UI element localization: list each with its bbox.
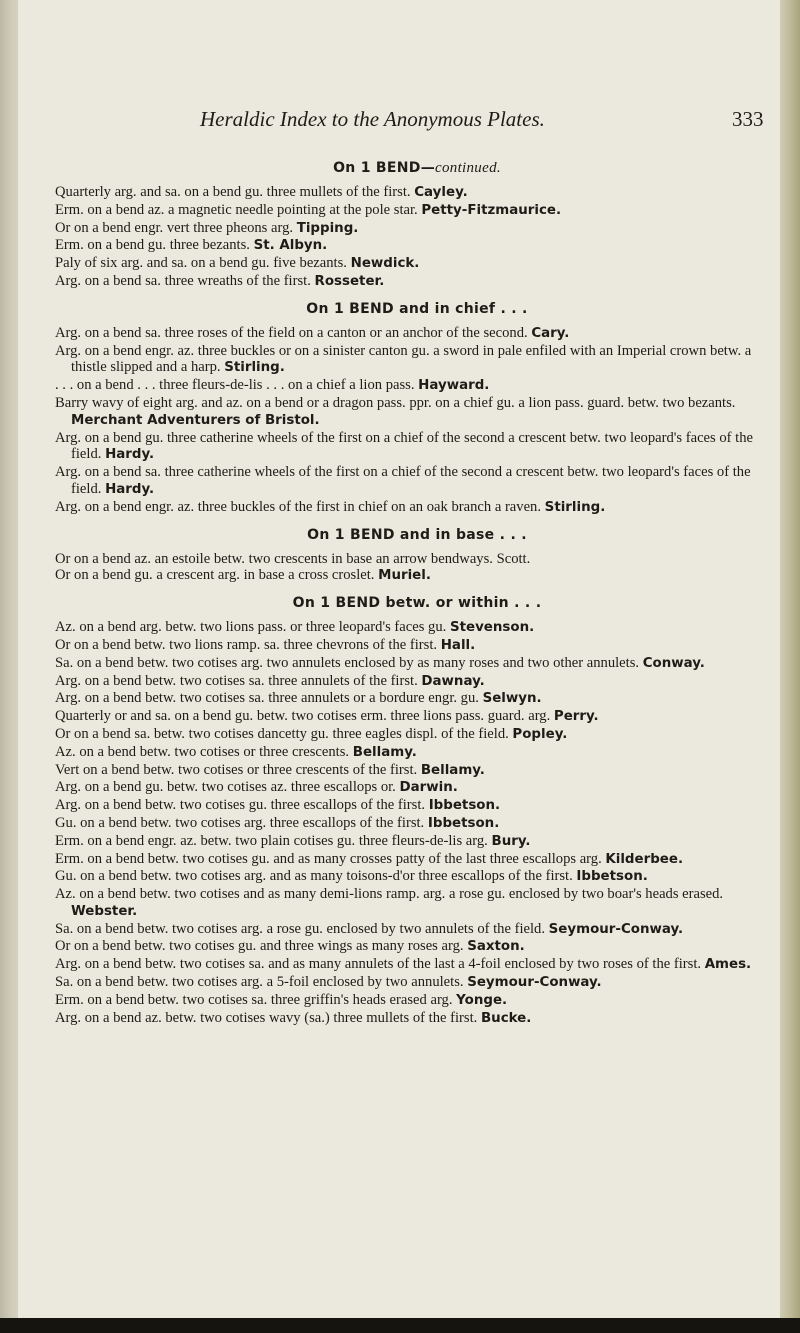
blazon-text: Arg. on a bend az. betw. two cotises wavy (sa.) three mullets of the first. [55, 1009, 478, 1026]
section-heading [55, 299, 779, 319]
owner-name: Ibbetson. [427, 815, 500, 831]
blazon-text: Erm. on a bend az. a magnetic needle pointing at the pole star. [55, 201, 418, 218]
blazon-text: Arg. on a bend sa. three catherine wheels of the first on a chief of the second a crescent betw. two leopard's faces of the field. [55, 464, 751, 497]
blazon-text: Gu. on a bend betw. two cotises arg. and as many toisons-d'or three escallops of the first. [55, 868, 573, 885]
blazon-text: Or on a bend betw. two lions ramp. sa. three chevrons of the first. [55, 636, 438, 653]
owner-name: St. Albyn. [253, 238, 328, 254]
blazon-text: Arg. on a bend betw. two cotises gu. three escallops of the first. [55, 797, 426, 814]
blazon-text: Arg. on a bend sa. three wreaths of the first. [55, 272, 311, 289]
index-entry [55, 868, 779, 886]
index-entry [55, 377, 779, 395]
index-entry [55, 619, 779, 637]
index-entry [55, 464, 779, 499]
running-head-title: Heraldic Index to the Anonymous Plates. [200, 107, 545, 131]
section-heading-text: On 1 BEND betw. or within . . . [292, 595, 542, 612]
owner-name: Perry. [553, 709, 599, 725]
index-section [55, 158, 779, 291]
owner-name: Bellamy. [352, 744, 417, 760]
running-head [200, 107, 780, 137]
index-entry [55, 1010, 779, 1028]
blazon-text: Erm. on a bend betw. two cotises gu. and as many crosses patty of the last three escallops arg. [55, 850, 602, 867]
blazon-text: Barry wavy of eight arg. and az. on a bend or a dragon pass. ppr. on a chief gu. a lion pass. guard. betw. two bezants. [55, 394, 736, 411]
index-entry [55, 708, 779, 726]
blazon-text: Erm. on a bend betw. two cotises sa. three griffin's heads erased arg. [55, 991, 453, 1008]
index-entry [55, 762, 779, 780]
index-entry [55, 637, 779, 655]
index-entry [55, 938, 779, 956]
blazon-text: Or on a bend betw. two cotises gu. and three wings as many roses arg. [55, 938, 464, 955]
owner-name: Saxton. [467, 939, 525, 955]
index-entry [55, 974, 779, 992]
index-section [55, 299, 779, 517]
index-entry [55, 255, 779, 273]
blazon-text: Arg. on a bend betw. two cotises sa. and as many annulets of the last a 4-foil enclosed by two roses of the first. [55, 956, 702, 973]
blazon-text: Arg. on a bend engr. az. three buckles of the first in chief on an oak branch a raven. [55, 498, 542, 515]
section-heading-text: On 1 BEND and in chief . . . [306, 300, 528, 317]
owner-name: Rosseter. [314, 273, 385, 289]
section-heading-text: On 1 BEND— [333, 160, 436, 176]
index-entry [55, 430, 779, 465]
index-entry [55, 726, 779, 744]
owner-name: Merchant Adventurers of Bristol. [71, 412, 320, 428]
index-entry [55, 886, 779, 921]
owner-name: Newdick. [350, 256, 420, 272]
blazon-text: Sa. on a bend betw. two cotises arg. a 5-foil enclosed by two annulets. [55, 974, 464, 991]
index-entry [55, 220, 779, 238]
index-entry [55, 673, 779, 691]
owner-name: Seymour-Conway. [548, 921, 684, 937]
owner-name: Bury. [491, 833, 531, 849]
blazon-text: . . . on a bend . . . three fleurs-de-lis . . . on a chief a lion pass. [55, 377, 415, 394]
owner-name: Tipping. [296, 220, 359, 236]
index-entry [55, 655, 779, 673]
owner-name: Bellamy. [420, 762, 485, 778]
section-heading [55, 158, 779, 178]
blazon-text: Gu. on a bend betw. two cotises arg. three escallops of the first. [55, 814, 425, 831]
index-entry [55, 567, 779, 585]
owner-name: Muriel. [378, 568, 431, 584]
owner-name: Ibbetson. [428, 798, 501, 814]
owner-name: Hardy. [105, 481, 155, 497]
owner-name: Bucke. [480, 1010, 532, 1026]
index-entry [55, 779, 779, 797]
index-entry [55, 237, 779, 255]
index-section [55, 525, 779, 586]
owner-name: Petty-Fitzmaurice. [421, 202, 562, 218]
blazon-text: Or on a bend sa. betw. two cotises dancetty gu. three eagles displ. of the field. [55, 725, 509, 742]
owner-name: Ames. [704, 957, 752, 973]
owner-name: Seymour-Conway. [467, 975, 602, 991]
owner-name: Stirling. [224, 360, 285, 376]
index-entry [55, 202, 779, 220]
owner-name: Yonge. [456, 992, 508, 1008]
scan-border-bottom [0, 1318, 800, 1333]
index-entry [55, 851, 779, 869]
index-content [55, 158, 779, 1027]
owner-name: Selwyn. [482, 691, 542, 707]
page-number: 333 [732, 107, 764, 131]
blazon-text: Arg. on a bend betw. two cotises sa. three annulets of the first. [55, 672, 418, 689]
owner-name: Hall. [440, 637, 476, 653]
owner-name: Conway. [642, 655, 705, 671]
owner-name: Hayward. [418, 378, 490, 394]
owner-name: Ibbetson. [576, 869, 648, 885]
index-entry [55, 343, 779, 378]
index-entry [55, 551, 779, 568]
blazon-text: Az. on a bend betw. two cotises or three crescents. [55, 743, 350, 760]
section-heading-text: On 1 BEND and in base . . . [307, 526, 527, 543]
owner-name: Stirling. [544, 499, 606, 515]
index-entry [55, 921, 779, 939]
index-entry [55, 833, 779, 851]
index-entry [55, 744, 779, 762]
owner-name: Popley. [512, 726, 568, 742]
index-section [55, 593, 779, 1027]
owner-name: Cary. [531, 325, 570, 341]
blazon-text: Paly of six arg. and sa. on a bend gu. five bezants. [55, 255, 347, 272]
section-heading [55, 593, 779, 613]
section-heading [55, 525, 779, 545]
blazon-text: Arg. on a bend betw. two cotises sa. three annulets or a bordure engr. gu. [55, 690, 479, 707]
blazon-text: Or on a bend az. an estoile betw. two crescents in base an arrow bendways. [55, 550, 493, 567]
blazon-text: Arg. on a bend gu. betw. two cotises az. three escallops or. [55, 779, 396, 796]
blazon-text: Arg. on a bend engr. az. three buckles or on a sinister canton gu. a sword in pale enfiled with an Imperial crown betw. a thistle slipped and a harp. [55, 342, 752, 376]
blazon-text: Or on a bend gu. a crescent arg. in base a cross croslet. [55, 567, 375, 584]
blazon-text: Or on a bend engr. vert three pheons arg. [55, 219, 294, 236]
index-entry [55, 184, 779, 202]
index-entry [55, 956, 779, 974]
index-entry [55, 273, 779, 291]
owner-name: Kilderbee. [605, 851, 684, 867]
index-entry [55, 395, 779, 430]
section-heading-continued: continued. [435, 160, 501, 176]
index-entry [55, 797, 779, 815]
owner-name: Dawnay. [421, 673, 485, 689]
owner-name: Cayley. [414, 185, 468, 200]
blazon-text: Az. on a bend arg. betw. two lions pass. or three leopard's faces gu. [55, 619, 447, 636]
blazon-text: Vert on a bend betw. two cotises or three crescents of the first. [55, 761, 418, 778]
blazon-text: Az. on a bend betw. two cotises and as many demi-lions ramp. arg. a rose gu. enclosed by two boar's heads erased. [55, 886, 724, 903]
blazon-text: Erm. on a bend gu. three bezants. [55, 237, 250, 254]
owner-name: Stevenson. [449, 620, 535, 636]
page-edge-right [780, 0, 800, 1333]
blazon-text: Arg. on a bend gu. three catherine wheels of the first on a chief of the second a crescent betw. two leopard's faces of the field. [55, 429, 753, 463]
index-entry [55, 690, 779, 708]
blazon-text: Sa. on a bend betw. two cotises arg. two annulets enclosed by as many roses and two other annulets. [55, 654, 640, 671]
owner-name: Scott. [496, 550, 531, 567]
owner-name: Webster. [71, 903, 138, 919]
owner-name: Darwin. [399, 780, 458, 796]
owner-name: Hardy. [105, 447, 155, 463]
blazon-text: Quarterly or and sa. on a bend gu. betw. two cotises erm. three lions pass. guard. arg. [55, 708, 551, 725]
index-entry [55, 325, 779, 343]
blazon-text: Quarterly arg. and sa. on a bend gu. three mullets of the first. [55, 184, 411, 200]
blazon-text: Arg. on a bend sa. three roses of the field on a canton or an anchor of the second. [55, 324, 528, 341]
index-entry [55, 499, 779, 517]
index-entry [55, 992, 779, 1010]
blazon-text: Sa. on a bend betw. two cotises arg. a rose gu. enclosed by two annulets of the field. [55, 920, 545, 937]
blazon-text: Erm. on a bend engr. az. betw. two plain cotises gu. three fleurs-de-lis arg. [55, 832, 488, 849]
index-entry [55, 815, 779, 833]
